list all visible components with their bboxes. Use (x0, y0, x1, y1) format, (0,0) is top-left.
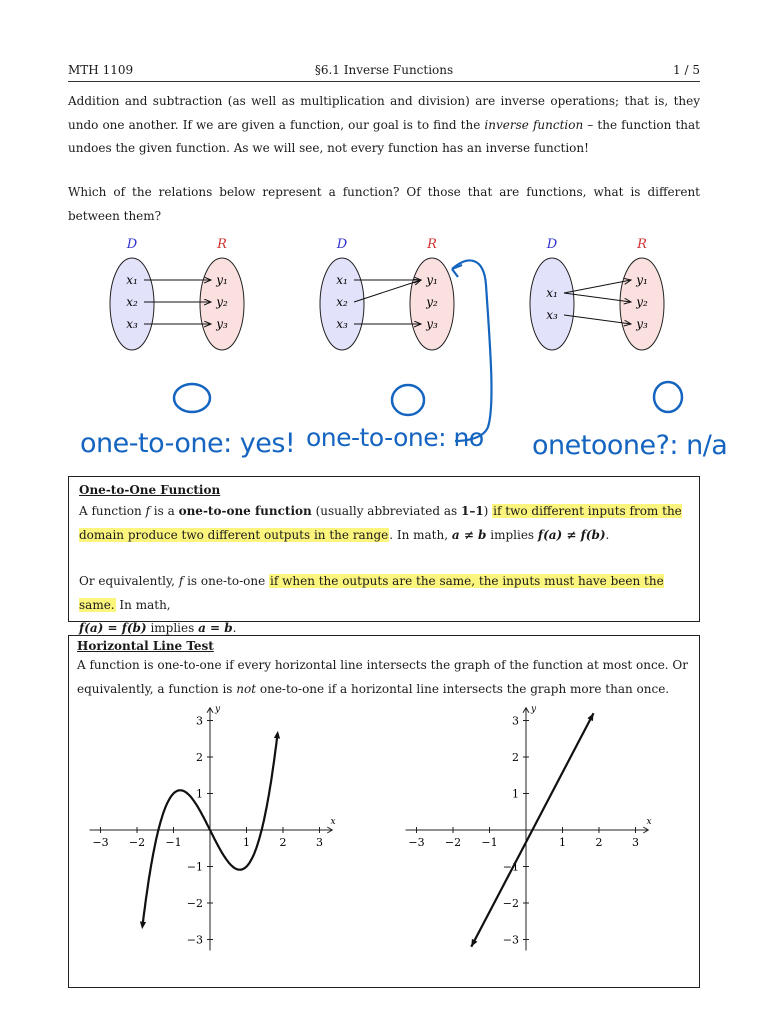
x-tick-label: 2 (279, 836, 287, 849)
x-tick-label: 1 (559, 836, 566, 849)
range-element: y₁ (426, 273, 438, 287)
domain-element: x₃ (546, 308, 558, 322)
y-tick-label: 2 (512, 751, 519, 764)
hlt-text: one-to-one if a horizontal line intersects the graph more than once. (256, 681, 670, 696)
one-to-one-title: One-to-One Function (79, 483, 221, 497)
x-tick-label: −2 (444, 836, 462, 849)
math-4: a = b (198, 621, 233, 635)
def-text: . In math, (389, 527, 452, 542)
math-2: f(a) ≠ f(b) (537, 527, 606, 542)
domain-label: D (126, 237, 138, 252)
y-tick-label: −3 (186, 933, 203, 947)
def-text: is a (149, 504, 179, 518)
range-element: y₃ (426, 317, 438, 331)
curve-arrowhead (140, 921, 146, 929)
y-tick-label: 1 (512, 787, 519, 801)
def-text: A function (79, 504, 146, 518)
y-tick-label: 2 (196, 751, 203, 764)
domain-element: x₁ (546, 286, 558, 300)
x-tick-label: 2 (595, 836, 603, 849)
y-tick-label: −1 (502, 860, 519, 874)
x-tick-label: 1 (243, 836, 250, 849)
y-tick-label: −2 (502, 897, 519, 910)
equivalent-paragraph: Or equivalently, f is one-to-one if when the outputs are the same, the inputs must have been the same. In math, f(a) = f(b) implies a = b. (79, 574, 664, 635)
eq-text: Or equivalently, (79, 574, 179, 588)
domain-element: x₂ (126, 295, 138, 309)
section-title: §6.1 Inverse Functions (314, 63, 454, 77)
x-axis-label: x (646, 817, 652, 827)
math-3: f(a) = f(b) (79, 621, 147, 635)
y-tick-label: 3 (512, 714, 519, 728)
range-label: R (637, 237, 647, 252)
domain-element: x₂ (336, 295, 348, 309)
graph-linear (396, 700, 656, 960)
highlight-1: if two different inputs from the domain produce two different outputs in the range (79, 504, 682, 542)
page-header (68, 63, 700, 82)
hlt-description (77, 654, 691, 701)
hlt-text: A function is one-to-one if every horizontal line intersects the graph of the function at most once. Or equivalently, a function is (77, 658, 689, 696)
domain-element: x₃ (126, 317, 138, 331)
y-tick-label: 3 (196, 714, 203, 728)
curve-arrowhead (274, 731, 280, 739)
x-tick-label: −1 (165, 836, 182, 849)
hlt-title: Horizontal Line Test (77, 639, 214, 653)
domain-element: x₁ (336, 273, 348, 287)
range-element: y₂ (216, 295, 228, 309)
domain-element: x₃ (336, 317, 348, 331)
intro-paragraph (68, 90, 700, 161)
eq-f: f (178, 574, 184, 588)
definition-paragraph: A function f is a one-to-one function (usually abbreviated as 1–1) if two different inputs from the domain produce two different outputs in the range. In math, a ≠ b implies f(a) ≠ f(b). (79, 504, 682, 542)
x-tick-label: −1 (481, 836, 498, 849)
def-text: implies (486, 527, 538, 542)
x-tick-label: −2 (128, 836, 146, 849)
def-f: f (145, 504, 150, 518)
x-tick-label: −3 (92, 836, 109, 849)
y-tick-label: 1 (196, 787, 203, 801)
def-term: one-to-one function (178, 504, 312, 518)
handwritten-answer-1: one-to-one: yes! (80, 428, 296, 459)
range-element: y₃ (216, 317, 228, 331)
range-element: y₂ (426, 295, 438, 309)
domain-label: D (336, 237, 348, 252)
eq-text: In math, (115, 597, 171, 612)
graph-cubic (80, 700, 340, 960)
range-element: y₃ (636, 317, 648, 331)
course-code: MTH 1109 (68, 63, 134, 77)
def-abbr: 1–1 (460, 504, 484, 518)
handwritten-answer-2: one-to-one: no (306, 423, 484, 452)
highlight-2: if when the outputs are the same, the inputs must have been the same. (79, 574, 664, 612)
x-tick-label: 3 (316, 836, 323, 849)
intro-term: inverse function (484, 117, 584, 132)
y-axis-label: y (215, 704, 221, 715)
intro-text-b: – the function that undoes the given function. As we will see, not every function has an inverse function! (68, 117, 700, 155)
x-tick-label: −3 (408, 836, 425, 849)
y-tick-label: −2 (186, 897, 203, 910)
x-tick-label: 3 (632, 836, 639, 849)
question-text: Which of the relations below represent a function? Of those that are functions, what is different between them? (68, 185, 700, 223)
range-element: y₁ (216, 273, 228, 287)
def-text: ) (483, 504, 493, 518)
range-element: y₂ (636, 295, 648, 309)
y-tick-label: −1 (186, 860, 203, 874)
eq-text: is one-to-one (183, 574, 269, 588)
x-axis-label: x (330, 817, 336, 827)
handwritten-answer-3: onetoone?: n/a (532, 430, 728, 461)
page-number: 1 / 5 (673, 63, 700, 77)
hlt-not: not (236, 681, 257, 696)
range-element: y₁ (636, 273, 648, 287)
math-1: a ≠ b (451, 527, 487, 542)
one-to-one-box (68, 476, 700, 635)
eq-text: implies (146, 621, 199, 635)
domain-label: D (546, 237, 558, 252)
y-tick-label: −3 (502, 933, 519, 947)
y-axis-label: y (531, 704, 537, 715)
intro-text-a: Addition and subtraction (as well as multiplication and division) are inverse operations; that is, they undo one another. If we are given a function, our goal is to find the (68, 94, 700, 132)
domain-element: x₁ (126, 273, 138, 287)
range-label: R (217, 237, 227, 252)
def-text: (usually abbreviated as (311, 504, 461, 518)
range-label: R (427, 237, 437, 252)
